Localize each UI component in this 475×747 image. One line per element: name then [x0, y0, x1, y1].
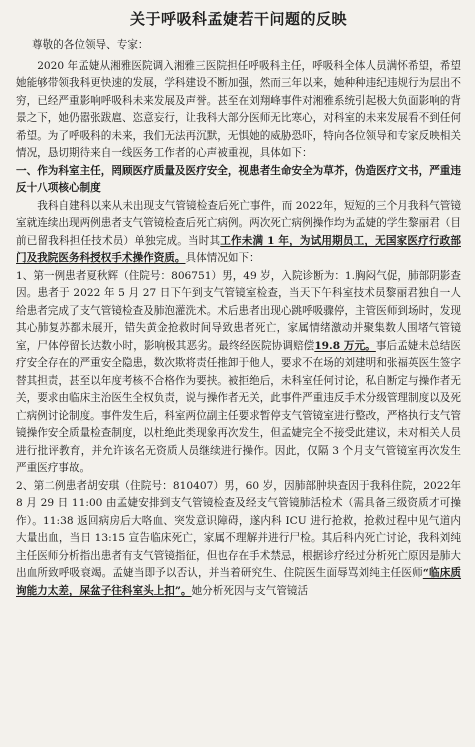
overview-text: 我科自建科以来从未出现支气管镜检查后死亡事件，而 2022年，短短的三个月我科气管镜室就连续出现两例患者支气管镜检查后死亡病例。两次死亡病例操作均为孟婕的学生黎丽君（目前已留我科担任技术员）单独完成。当时其: [16, 199, 461, 247]
case1-text-continued: 事后孟婕未总结医疗安全存在的严重安全隐患，数次欺将责任推卸于他人，要求不在场的刘建明和张福英医生签字替其担责，甚至以年度考核不合格作为要挟。被拒绝后，未科室任何讨论，私自断定与操作者无关，要求由临床主治医生全权负责，说与操作者无关，此事件严重违反手术分级管理制度以及死亡病例讨论制度。事件发生后，科室两位副主任要求暂停支气管镜室进行整改，严格执行支气管镜操作安全质量检查制度，以杜绝此类现象再次发生，但孟婕完全不接受此建议，未对相关人员进行批评教育，并允许该名无资质人员继续进行操作。因此，仅隔 3 个月支气管镜室再次发生严重医疗事故。: [16, 339, 461, 474]
paragraph-case-overview: [16, 198, 461, 268]
case2-underlined-quote: “临床质询能力太差，屎盆子往科室头上扣”。: [16, 567, 462, 597]
paragraph-case-1: [16, 268, 461, 478]
case2-text: 2、第二例患者胡安琪（住院号：810407）男，60 岁，因肺部肿块查因于我科住院，2022年 8 月 29 日 11:00 由孟婕安排到支气管镜检查及经支气管镜肺活检术（需具备三级资质才可操作）。11:38 返回病房后大咯血、突发意识障碍，遂内科 ICU 进行抢救，抢救过程中见气道内大量出血，当日 13:15 宣告临床死亡，家属不理解并进行尸检。其后科内死亡讨论，我科刘纯主任医师分析指出患者有支气管镜指征，但也存在手术禁忌，根据诊疗经过分析死亡原因是肺大出血所致呼吸衰竭。孟婕当即予以否认，并当着研究生、住院医生面辱骂刘纯主任医师: [16, 479, 461, 579]
overview-text-end: 具体情况如下：: [185, 252, 260, 264]
case2-text-end: 她分析死因与支气管镜活: [191, 584, 309, 597]
intro-paragraph: 2020 年孟婕从湘雅医院调入湘雅三医院担任呼吸科主任，呼吸科全体人员满怀希望，希望她能够带领我科更快速的发展，学科建设不断加强，然而三年以来，她种种违纪违规行为层出不穷，已经严重影响呼吸科未来发展及声誉。甚至在刘翔峰事件对湘雅系统引起极大负面影响的背景之下，她仍嚣张跋扈、恣意妄行，让我科大部分医师无比寒心，对科室的未来发展看不到任何希望。为了呼吸科的未来，我们无法再沉默，无惧她的威胁恐吓，特向各位领导和专家反映相关情况，恳切期待来自一线医务工作者的心声被重视，具体如下：: [16, 59, 461, 159]
overview-underlined-text: 工作未满 1 年，为试用期员工，无国家医疗行政部门及我院医务科授权手术操作资质。: [16, 234, 461, 264]
case1-text: 1、第一例患者夏秋辉（住院号：806751）男，49 岁，入院诊断为：1.胸闷气促，肺部阴影查因。患者于 2022 年 5 月 27 日下午到支气管镜室检查，当天下午科室技术员黎丽君独自一人给患者完成了支气管镜检查及肺泡灌洗术。术后患者出现心跳呼吸骤停，主管医师到场时，发现其心肺复苏都未展开，错失黄金抢救时间导致患者死亡，家属情绪激动并聚集数人围堵气管镜室，尸体停留长达数小时，影响极其恶劣。最终经医院协调赔偿: [16, 269, 461, 352]
salutation: 尊敬的各位领导、专家：: [32, 39, 149, 51]
paragraph-case-2: [16, 478, 461, 601]
document-title: 关于呼吸科孟婕若干问题的反映: [129, 10, 347, 28]
section-heading-1: 一、作为科室主任，罔顾医疗质量及医疗安全，视患者生命安全为草芥，伪造医疗文书，严重违反十八项核心制度: [16, 164, 461, 194]
case1-underlined-amount: 19.8 万元。: [314, 339, 376, 352]
